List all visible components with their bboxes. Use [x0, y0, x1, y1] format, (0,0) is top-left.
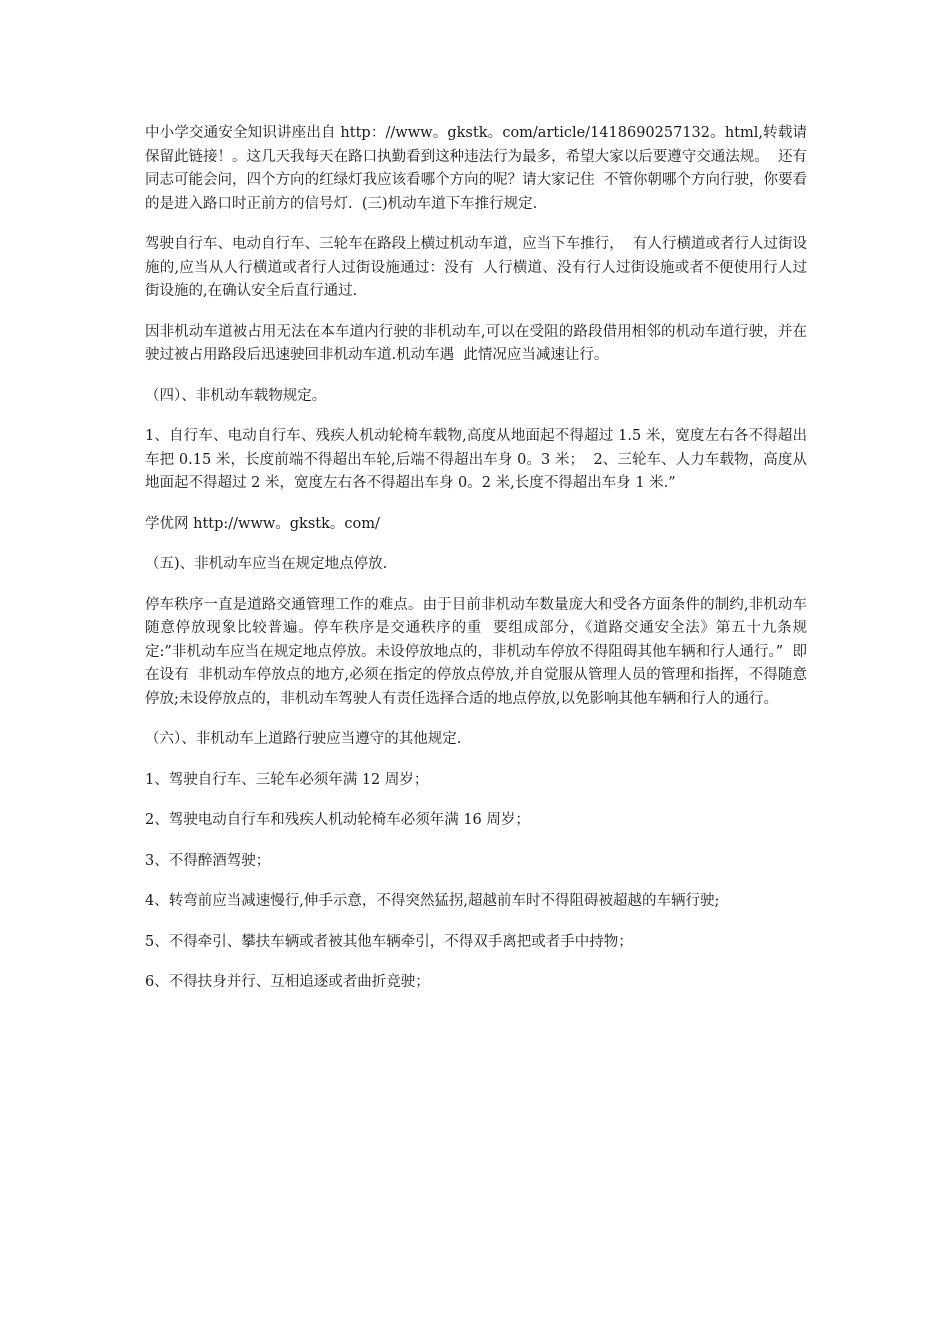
rule-item-4: 4、转弯前应当减速慢行,伸手示意，不得突然猛拐,超越前车时不得阻碍被超越的车辆行驶; [145, 893, 720, 909]
rule-item-6: 6、不得扶身并行、互相追逐或者曲折竞驶； [145, 974, 430, 990]
source-link-text: 学优网 http://www。gkstk。com/ [145, 515, 380, 532]
blocked-lane-paragraph: 因非机动车道被占用无法在本车道内行驶的非机动车,可以在受阻的路段借用相邻的机动车道行驶，并在驶过被占用路段后迅速驶回非机动车道.机动车遇 此情况应当减速让行。 [145, 323, 807, 363]
rule-item-3: 3、不得醉酒驾驶； [145, 852, 271, 869]
section-heading-six: （六）、非机动车上道路行驶应当遵守的其他规定. [145, 731, 462, 747]
section-heading-five: （五)、非机动车应当在规定地点停放. [145, 556, 388, 572]
intro-paragraph: 中小学交通安全知识讲座出自 http：//www。gkstk。com/article/1418690257132。html,转载请保留此链接！。这几天我每天在路口执勤看到这种违法行为最多，希望大家以后要遵守交通法规。 还有同志可能会问，四个方向的红绿灯我应该看哪个方向的呢？请大家记住 不管你朝哪个方向行驶，你要看的是进入路口时正前方的信号灯. (三)机动车道下车推行规定. [145, 125, 807, 212]
section-heading-four: （四）、非机动车载物规定。 [145, 387, 327, 404]
document-page [145, 122, 807, 1012]
load-rule-paragraph: 1、自行车、电动自行车、残疾人机动轮椅车载物,高度从地面起不得超过 1.5 米，宽度左右各不得超出车把 0.15 米，长度前端不得超出车轮,后端不得超出车身 0。3 米； 2、三轮车、人力车载物，高度从地面起不得超过 2 米，宽度左右各不得超出车身 0。2 米,长度不得超出车身 1 米.” [145, 428, 807, 491]
crossing-rule-paragraph: 驾驶自行车、电动自行车、三轮车在路段上横过机动车道，应当下车推行， 有人行横道或者行人过街设施的,应当从人行横道或者行人过街设施通过：没有 人行横道、没有行人过街设施或者不便使用行人过街设施的,在确认安全后直行通过. [145, 236, 807, 299]
rule-item-5: 5、不得牵引、攀扶车辆或者被其他车辆牵引，不得双手离把或者手中持物； [145, 933, 633, 950]
rule-item-2: 2、驾驶电动自行车和残疾人机动轮椅车必须年满 16 周岁； [145, 812, 530, 828]
parking-rule-paragraph: 停车秩序一直是道路交通管理工作的难点。由于目前非机动车数量庞大和受各方面条件的制约,非机动车随意停放现象比较普遍。停车秩序是交通秩序的重 要组成部分，《道路交通安全法》第五十九条规定:”非机动车应当在规定地点停放。未设停放地点的，非机动车停放不得阻碍其他车辆和行人通行。” 即在设有 非机动车停放点的地方,必须在指定的停放点停放,并自觉服从管理人员的管理和指挥，不得随意停放;未设停放点的，非机动车驾驶人有责任选择合适的地点停放,以免影响其他车辆和行人的通行。 [145, 596, 807, 707]
rule-item-1: 1、驾驶自行车、三轮车必须年满 12 周岁； [145, 771, 429, 788]
